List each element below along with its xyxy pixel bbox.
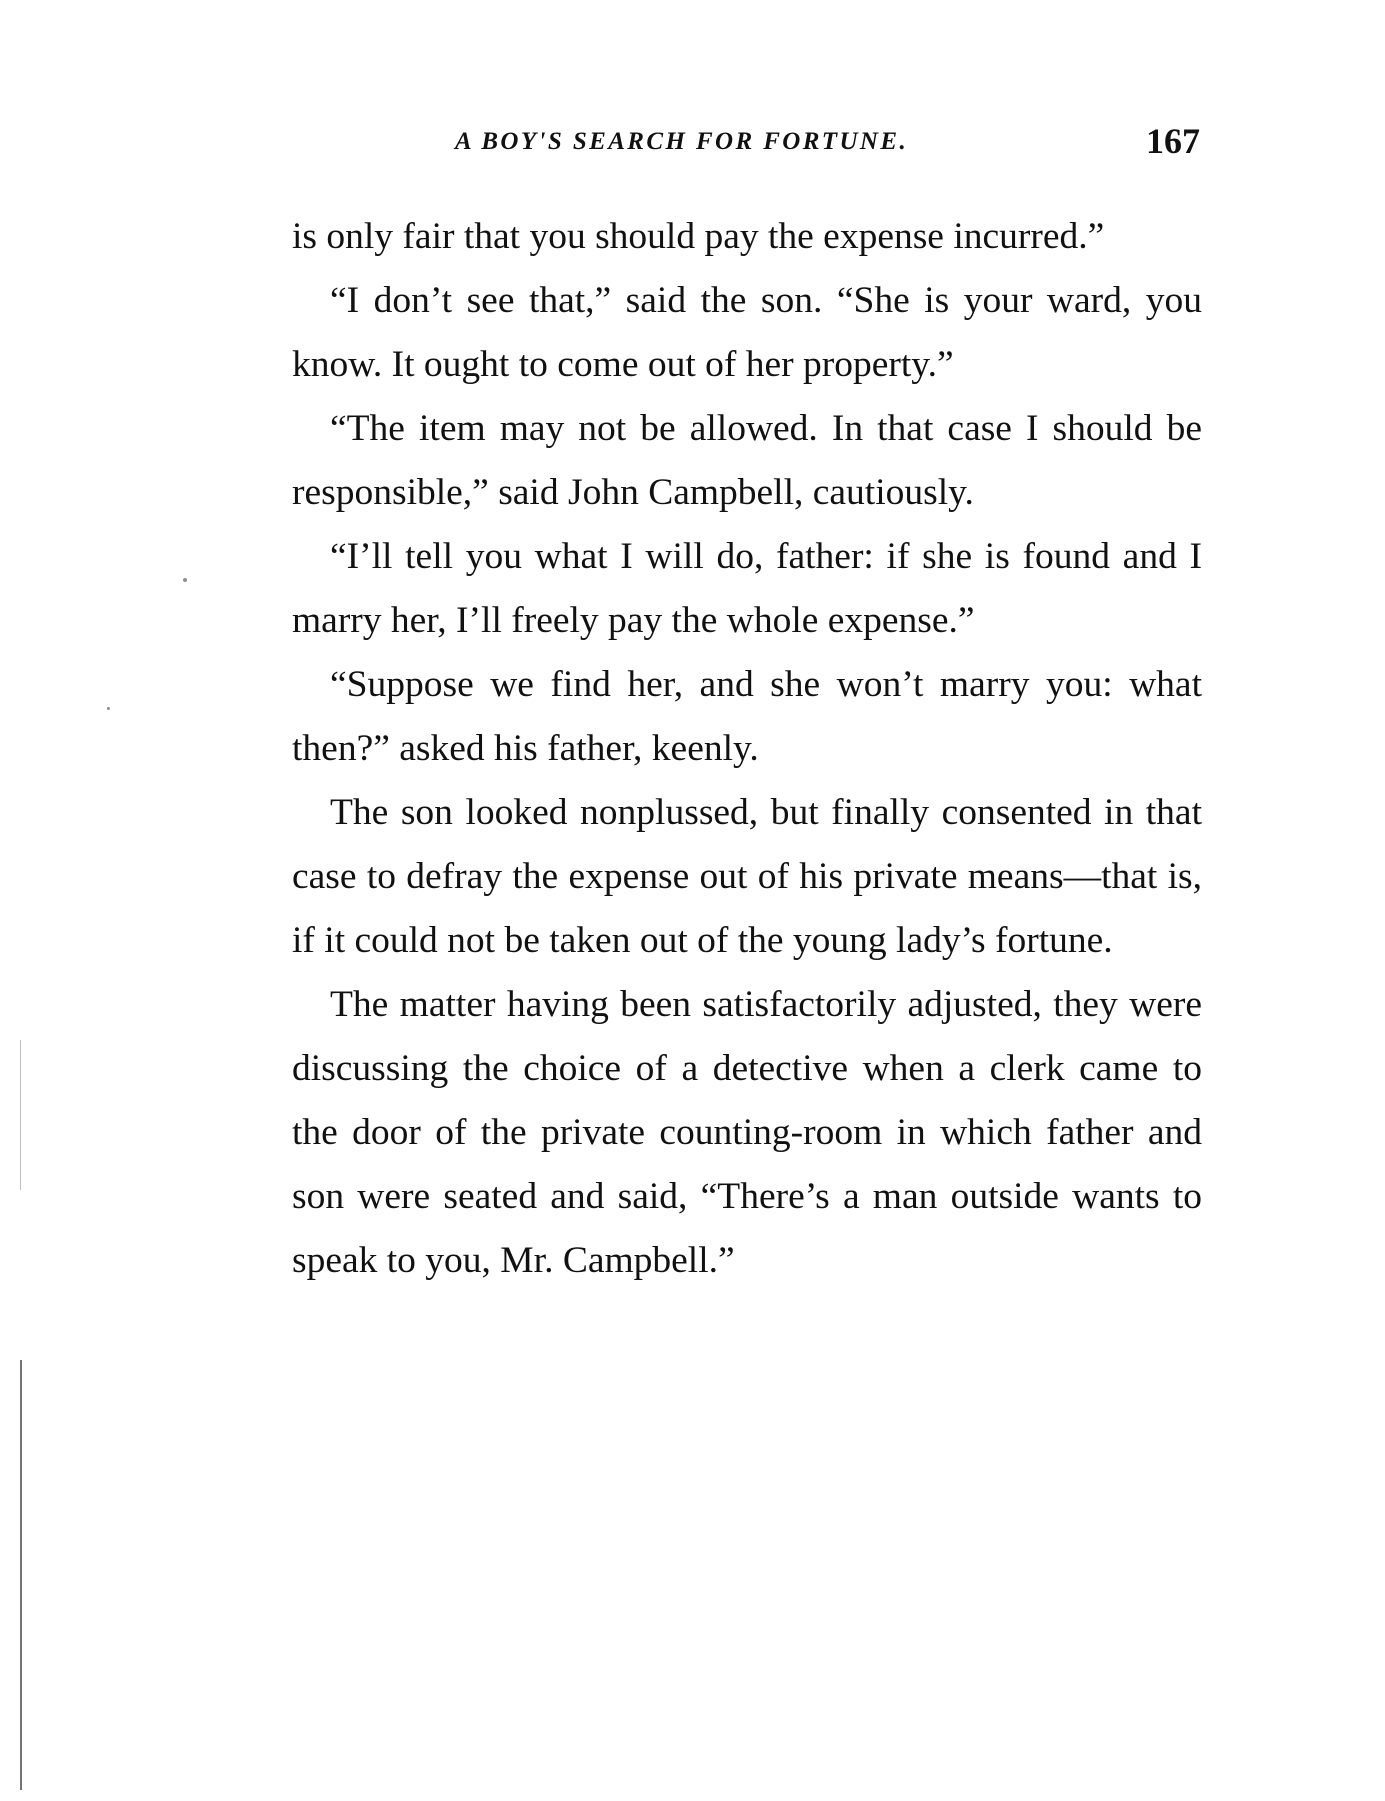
running-head	[290, 120, 1200, 170]
running-title: A BOY'S SEARCH FOR FORTUNE.	[455, 128, 909, 155]
scan-edge-line	[20, 1360, 22, 1790]
scan-speck	[183, 578, 187, 582]
paragraph: “I don’t see that,” said the son. “She is your ward, you know. It ought to come out of her property.”	[292, 280, 1202, 385]
paragraph: The son looked nonplussed, but finally consented in that case to defray the expense out of his private means—that is, if it could not be taken out of the young lady’s fortune.	[292, 792, 1202, 961]
paragraph: is only fair that you should pay the expense incurred.”	[292, 216, 1105, 257]
paragraph: The matter having been satisfactorily adjusted, they were discussing the choice of a detective when a clerk came to the door of the private counting-room in which father and son were seated and said, “There’s a man outside wants to speak to you, Mr. Campbell.”	[292, 984, 1202, 1281]
scan-speck	[107, 707, 110, 710]
page-number: 167	[1146, 121, 1200, 161]
scan-edge-mark	[20, 1040, 21, 1190]
paragraph: “The item may not be allowed. In that case I should be responsible,” said John Campbell, cautiously.	[292, 408, 1202, 513]
paragraph: “I’ll tell you what I will do, father: if she is found and I marry her, I’ll freely pay the whole expense.”	[292, 536, 1202, 641]
body-text	[292, 205, 1202, 1293]
paragraph: “Suppose we find her, and she won’t marry you: what then?” asked his father, keenly.	[292, 664, 1202, 769]
